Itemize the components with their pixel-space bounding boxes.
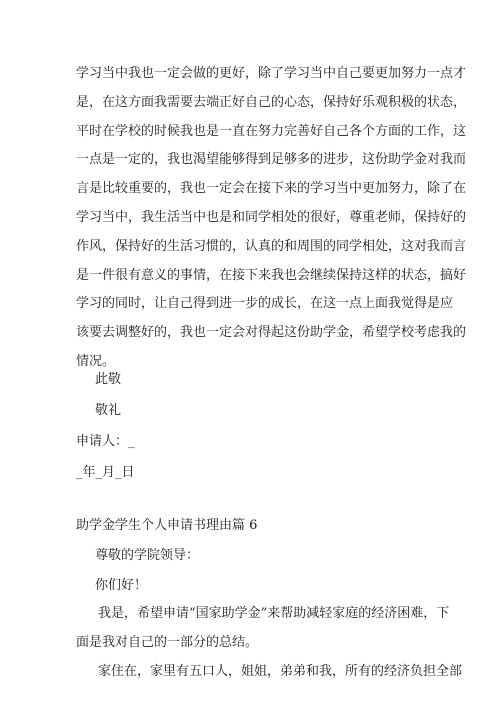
text-line: 家住在，家里有五口人，姐姐，弟弟和我，所有的经济负担全部 [98, 664, 463, 679]
date-line: _年_月_日 [76, 465, 135, 480]
body-paragraph-3 [76, 658, 463, 687]
text-line: 面是我对自己的一部分的总结。 [76, 634, 259, 650]
text-line: 情况。 [76, 353, 116, 369]
text-line: 是一件很有意义的事情，在接下来我也会继续保持这样的状态，搞好 [76, 267, 467, 283]
text-line: 一点是一定的，我也渴望能够得到足够多的进步，这份助学金对我而 [76, 152, 467, 168]
text-line: 我是，希望申请“国家助学金”来帮助减轻家庭的经济困难，下 [98, 606, 450, 621]
text-line: 学习当中，我生活当中也是和同学相处的很好，尊重老师，保持好的 [76, 209, 467, 225]
section-title: 助学金学生个人申请书理由篇 6 [76, 518, 258, 533]
salutation: 尊敬的学院领导： [95, 548, 200, 563]
body-paragraph-1 [76, 60, 467, 377]
closing-salute: 敬礼 [95, 403, 122, 418]
text-line: 言是比较重要的，我也一定会在接下来的学习当中更加努力，除了在 [76, 181, 467, 197]
greeting: 你们好！ [95, 578, 148, 593]
text-line: 学习的同时，让自己得到进一步的成长，在这一点上面我觉得是应 [76, 296, 454, 312]
text-line: 作风，保持好的生活习惯的，认真的和周围的同学相处，这对我而言 [76, 238, 467, 254]
text-line: 是，在这方面我需要去端正好自己的心态，保持好乐观积极的状态， [76, 94, 467, 110]
body-paragraph-2 [76, 600, 450, 658]
text-line: 平时在学校的时候我也是一直在努力完善好自己各个方面的工作，这 [76, 123, 467, 139]
closing-respectfully: 此敬 [95, 372, 122, 387]
applicant-line: 申请人：_ [76, 434, 135, 449]
text-line: 学习当中我也一定会做的更好，除了学习当中自己要更加努力一点才 [76, 66, 467, 81]
text-line: 该要去调整好的，我也一定会对得起这份助学金，希望学校考虑我的 [76, 325, 467, 341]
